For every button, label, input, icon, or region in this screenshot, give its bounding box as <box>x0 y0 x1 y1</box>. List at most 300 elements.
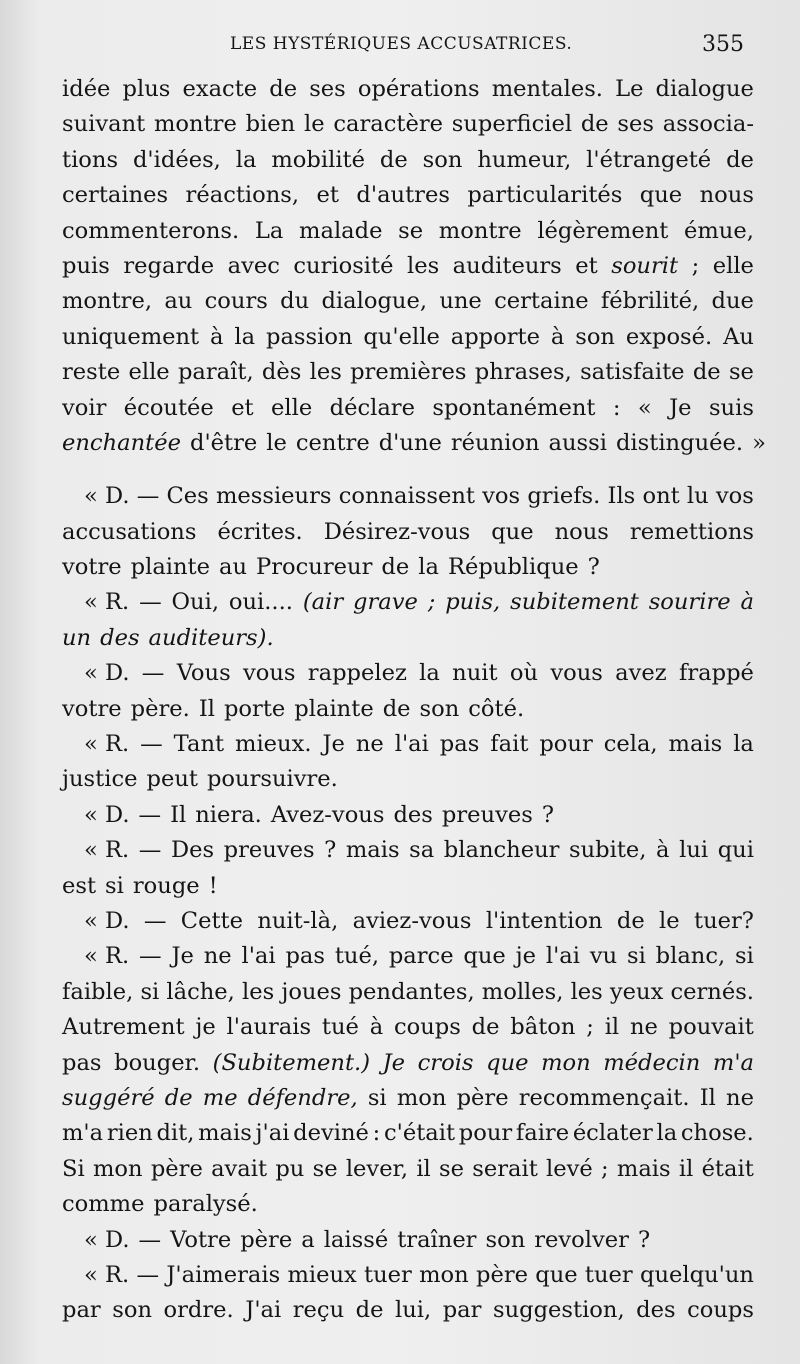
word: aviez-vous <box>352 907 472 934</box>
word: se <box>728 359 754 386</box>
word: lâche, <box>166 978 235 1005</box>
word: mieux <box>287 1261 357 1288</box>
word: se <box>439 1155 464 1182</box>
word: J'aimerais <box>166 1261 281 1288</box>
word: Procureur <box>256 554 373 581</box>
word: Il <box>198 695 215 722</box>
word: lever, <box>345 1155 409 1182</box>
word: c'était <box>383 1120 456 1147</box>
word: si <box>735 943 754 970</box>
word: République <box>447 554 579 581</box>
word: cela, <box>603 731 658 758</box>
word: molles, <box>481 978 564 1005</box>
word: tué <box>321 1014 359 1041</box>
word: — <box>138 837 162 864</box>
word: réactions, <box>185 182 300 209</box>
word: la <box>234 323 256 350</box>
word: écrites. <box>217 518 303 545</box>
word: dès <box>261 359 302 386</box>
word: « R. <box>84 943 130 970</box>
word: il <box>604 1014 620 1041</box>
word: paralysé. <box>153 1191 258 1218</box>
word: votre <box>62 695 122 722</box>
word: faire <box>515 1120 570 1147</box>
word: un <box>62 624 92 651</box>
word: des <box>636 1297 676 1324</box>
word: Je <box>669 394 692 421</box>
word: vos <box>482 483 521 510</box>
word: mais <box>668 731 723 758</box>
word: vu <box>589 943 618 970</box>
text-line <box>62 869 754 904</box>
word: — <box>143 907 167 934</box>
word: comme <box>62 1191 145 1218</box>
word: « D. <box>84 907 130 934</box>
word: Si <box>62 1155 85 1182</box>
word: « D. <box>84 660 130 687</box>
word: au <box>164 288 193 315</box>
word: bâton <box>510 1014 576 1041</box>
word: Je <box>322 731 345 758</box>
word: d'une <box>378 429 442 456</box>
word: pendantes, <box>348 978 475 1005</box>
word: l'ai <box>545 943 580 970</box>
word: à <box>740 589 754 616</box>
word: l'ai <box>394 731 429 758</box>
word: laissé <box>323 1226 389 1253</box>
word: les <box>241 978 275 1005</box>
word: le <box>659 907 680 934</box>
word: ; <box>427 589 436 616</box>
word: le <box>303 111 325 138</box>
word: preuves <box>223 837 315 864</box>
word: lu <box>686 483 709 510</box>
word: sa <box>409 837 435 864</box>
word: ; <box>601 1155 609 1182</box>
text-line <box>62 320 754 355</box>
word: « D. <box>84 801 130 828</box>
word: premières <box>350 359 467 386</box>
text-line <box>62 72 754 107</box>
word: sourit <box>611 252 679 279</box>
word: suis <box>708 394 754 421</box>
word: yeux <box>609 978 664 1005</box>
word: grave <box>353 589 418 616</box>
word: (Subitement.) <box>212 1049 371 1076</box>
word: légèrement <box>537 217 669 244</box>
word: mon <box>541 1049 591 1076</box>
word: Ces <box>166 483 209 510</box>
word: paraît, <box>177 359 254 386</box>
word: Je <box>382 1049 406 1076</box>
word: distinguée. <box>615 429 744 456</box>
word: pas <box>285 943 325 970</box>
text-line <box>62 1223 754 1258</box>
word: Vous <box>176 660 231 687</box>
word: qui <box>717 837 754 864</box>
word: passion <box>266 323 353 350</box>
word: dit, <box>156 1120 195 1147</box>
text-line <box>62 975 754 1010</box>
text-line <box>62 107 754 142</box>
word: ? <box>541 801 554 828</box>
word: les <box>309 359 342 386</box>
word: apporte <box>450 323 540 350</box>
word: Tant <box>173 731 225 758</box>
word: — <box>140 731 163 758</box>
word: messieurs <box>215 483 332 510</box>
word: cernés. <box>670 978 754 1005</box>
word: enchantée <box>62 429 181 456</box>
word: auditeurs). <box>148 624 274 651</box>
word: Il <box>699 1084 716 1111</box>
text-line <box>62 621 754 656</box>
word: pu <box>275 1155 305 1182</box>
word: Avez-vous <box>270 801 385 828</box>
word: exacte <box>182 76 258 102</box>
word: reste <box>62 359 121 386</box>
word: fait <box>490 731 529 758</box>
word: spontanément <box>432 394 596 421</box>
word: par <box>62 1297 101 1324</box>
word: Au <box>723 323 754 350</box>
word: mentales. <box>491 76 603 102</box>
word: si <box>367 1084 387 1111</box>
word: il <box>678 1155 694 1182</box>
text-line <box>62 479 754 514</box>
text-line <box>62 656 754 691</box>
word: regarde <box>123 252 215 279</box>
word: Votre <box>170 1226 232 1253</box>
word: rouge <box>132 872 200 899</box>
word: blanc, <box>655 943 726 970</box>
word: défendre, <box>247 1084 358 1111</box>
word: les <box>406 252 440 279</box>
word: connaissent <box>338 483 475 510</box>
word: dialogue <box>655 76 754 102</box>
word: montre <box>154 111 237 138</box>
word: mobilité <box>271 146 365 173</box>
text-line <box>62 1187 754 1222</box>
body-text <box>62 72 766 1329</box>
word: ? <box>587 554 600 581</box>
word: ses <box>309 76 346 102</box>
word: ne <box>355 731 384 758</box>
word: tuer <box>584 1261 633 1288</box>
word: — <box>141 660 165 687</box>
word: ordre. <box>163 1297 234 1324</box>
word: éclater <box>572 1120 653 1147</box>
word: montre <box>438 217 522 244</box>
word: — <box>139 943 162 970</box>
word: tué, <box>334 943 379 970</box>
word: subite, <box>569 837 647 864</box>
text-line <box>62 1081 754 1116</box>
word: remettions <box>629 518 754 545</box>
word: puis, <box>445 589 501 616</box>
word: que <box>639 182 683 209</box>
word: de <box>379 146 408 173</box>
word: de <box>269 76 298 102</box>
word: l'étrangeté <box>586 146 712 173</box>
word: tuer <box>364 1261 412 1288</box>
text-line <box>62 1116 754 1151</box>
word: montre, <box>62 288 153 315</box>
text-line <box>62 1258 754 1293</box>
word: nous <box>554 518 609 545</box>
word: il <box>416 1155 431 1182</box>
word: superficiel <box>451 111 573 138</box>
word: si <box>626 943 646 970</box>
word: votre <box>62 554 122 581</box>
word: où <box>509 660 539 687</box>
word: tions <box>62 146 119 173</box>
word: poursuivre. <box>206 766 338 793</box>
word: certaines <box>62 182 169 209</box>
word: certaine <box>494 288 589 315</box>
word: avez <box>615 660 667 687</box>
word: peut <box>146 766 198 793</box>
word: ! <box>208 872 218 899</box>
word: et <box>231 394 254 421</box>
word: que <box>535 1261 578 1288</box>
word: médecin <box>603 1049 701 1076</box>
word: la <box>733 731 754 758</box>
text-line <box>62 391 754 426</box>
word: se <box>312 1155 338 1182</box>
word: l'aurais <box>226 1014 312 1041</box>
word: son <box>112 1297 152 1324</box>
word: plainte <box>130 554 211 581</box>
word: son <box>575 323 615 350</box>
word: nuit-là, <box>257 907 339 934</box>
word: vous <box>550 660 603 687</box>
word: de <box>382 695 411 722</box>
word: Ils <box>607 483 636 510</box>
word: a <box>301 1226 315 1253</box>
text-line <box>62 727 754 762</box>
word: levé <box>546 1155 593 1182</box>
word: tuer? <box>694 907 754 934</box>
word: d'être <box>189 429 258 456</box>
word: côté. <box>468 695 525 722</box>
word: due <box>711 288 754 315</box>
word: Désirez-vous <box>323 518 471 545</box>
word: « R. <box>84 837 130 864</box>
word: vos <box>715 483 754 510</box>
word: nous <box>699 182 754 209</box>
word: frappé <box>678 660 754 687</box>
word: des <box>100 624 140 651</box>
word: « R. <box>84 731 130 758</box>
word: que <box>486 1049 529 1076</box>
word: aussi <box>548 429 607 456</box>
word: faible, <box>62 978 134 1005</box>
word: — <box>136 1261 160 1288</box>
word: associa- <box>662 111 754 138</box>
word: avec <box>227 252 280 279</box>
word: « D. <box>84 1226 130 1253</box>
word: parce <box>388 943 454 970</box>
word: traîner <box>397 1226 477 1253</box>
word: oui.... <box>228 589 293 616</box>
word: à <box>210 323 224 350</box>
word: idée <box>62 76 111 102</box>
word: preuves <box>441 801 533 828</box>
word: — <box>138 1226 162 1253</box>
word: si <box>140 978 160 1005</box>
word: avait <box>211 1155 268 1182</box>
page-header <box>0 34 800 64</box>
word: ont <box>642 483 680 510</box>
word: (air <box>302 589 344 616</box>
word: sourire <box>648 589 731 616</box>
word: déclare <box>329 394 415 421</box>
text-line <box>62 1046 754 1081</box>
word: m'a <box>712 1049 754 1076</box>
page-number: 355 <box>702 32 744 57</box>
word: réunion <box>450 429 540 456</box>
word: » <box>752 429 766 456</box>
word: porte <box>223 695 286 722</box>
word: elle <box>128 359 170 386</box>
word: recommençait. <box>518 1084 690 1111</box>
word: ne <box>629 1014 658 1041</box>
word: deviné <box>293 1120 369 1147</box>
word: coups <box>393 1014 461 1041</box>
word: est <box>62 872 97 899</box>
word: je <box>195 1014 216 1041</box>
word: suggestion, <box>492 1297 625 1324</box>
word: justice <box>62 766 138 793</box>
word: pour <box>458 1120 513 1147</box>
word: de <box>381 554 410 581</box>
word: Je <box>171 943 194 970</box>
word: ? <box>324 837 337 864</box>
word: plus <box>122 76 171 102</box>
text-line <box>62 1152 754 1187</box>
word: pas <box>62 1049 102 1076</box>
word: rien <box>106 1120 153 1147</box>
text-line <box>62 762 754 797</box>
word: lui, <box>395 1297 432 1324</box>
word: des <box>393 801 433 828</box>
word: par <box>442 1297 482 1324</box>
word: « D. <box>84 483 130 510</box>
text-line <box>62 178 754 213</box>
word: la <box>235 146 257 173</box>
word: humeur, <box>477 146 572 173</box>
word: père <box>150 1155 203 1182</box>
word: de <box>616 907 645 934</box>
word: Le <box>615 76 644 102</box>
word: griefs. <box>527 483 601 510</box>
word: plainte <box>294 695 374 722</box>
word: écoutée <box>123 394 214 421</box>
word: d'idées, <box>132 146 221 173</box>
word: de <box>580 111 609 138</box>
word: — <box>138 801 162 828</box>
word: mieux. <box>235 731 312 758</box>
word: reçu <box>292 1297 345 1324</box>
running-title: LES HYSTÉRIQUES ACCUSATRICES. <box>230 34 573 54</box>
word: à <box>656 837 670 864</box>
word: la <box>419 660 440 687</box>
word: voir <box>62 394 107 421</box>
word: uniquement <box>62 323 200 350</box>
word: quelqu'un <box>640 1261 754 1288</box>
word: ? <box>637 1226 651 1253</box>
word: joues <box>281 978 342 1005</box>
word: d'autres <box>356 182 450 209</box>
word: phrases, <box>474 359 572 386</box>
word: père <box>240 1226 293 1253</box>
word: lui <box>679 837 709 864</box>
word: émue, <box>684 217 754 244</box>
word: au <box>219 554 248 581</box>
word: J'ai <box>245 1297 282 1324</box>
text-line <box>62 249 754 284</box>
word: blancheur <box>443 837 560 864</box>
word: père <box>475 1261 528 1288</box>
word: centre <box>295 429 370 456</box>
word: son <box>419 695 460 722</box>
word: se <box>398 217 424 244</box>
word: La <box>254 217 284 244</box>
word: « <box>637 394 652 421</box>
word: de <box>726 146 754 173</box>
word: fébrilité, <box>600 288 700 315</box>
word: crois <box>417 1049 474 1076</box>
word: et <box>316 182 339 209</box>
word: mais <box>198 1120 252 1147</box>
word: exposé. <box>625 323 713 350</box>
word: ses <box>617 111 654 138</box>
word: je <box>515 943 537 970</box>
text-line <box>62 798 754 833</box>
word: particularités <box>467 182 623 209</box>
word: que <box>463 943 506 970</box>
word: malade <box>299 217 383 244</box>
word: pas <box>439 731 480 758</box>
word: à <box>550 323 565 350</box>
word: chose. <box>680 1120 754 1147</box>
word: auditeurs <box>452 252 562 279</box>
word: ; <box>586 1014 594 1041</box>
word: Il <box>170 801 187 828</box>
word: pouvait <box>668 1014 754 1041</box>
word: — <box>139 589 162 616</box>
word: son <box>422 146 463 173</box>
word: opérations <box>357 76 480 102</box>
word: satisfaite <box>580 359 685 386</box>
word: vous <box>242 660 296 687</box>
word: me <box>202 1084 238 1111</box>
word: puis <box>62 252 110 279</box>
word: dialogue, <box>321 288 428 315</box>
word: du <box>280 288 310 315</box>
word: et <box>575 252 598 279</box>
word: l'ai <box>241 943 276 970</box>
word: coups <box>687 1297 754 1324</box>
word: : <box>612 394 621 421</box>
word: suggéré <box>62 1084 155 1111</box>
word: l'intention <box>485 907 603 934</box>
word: mon <box>419 1261 469 1288</box>
word: subitement <box>510 589 639 616</box>
word: curiosité <box>293 252 394 279</box>
word: était <box>701 1155 754 1182</box>
